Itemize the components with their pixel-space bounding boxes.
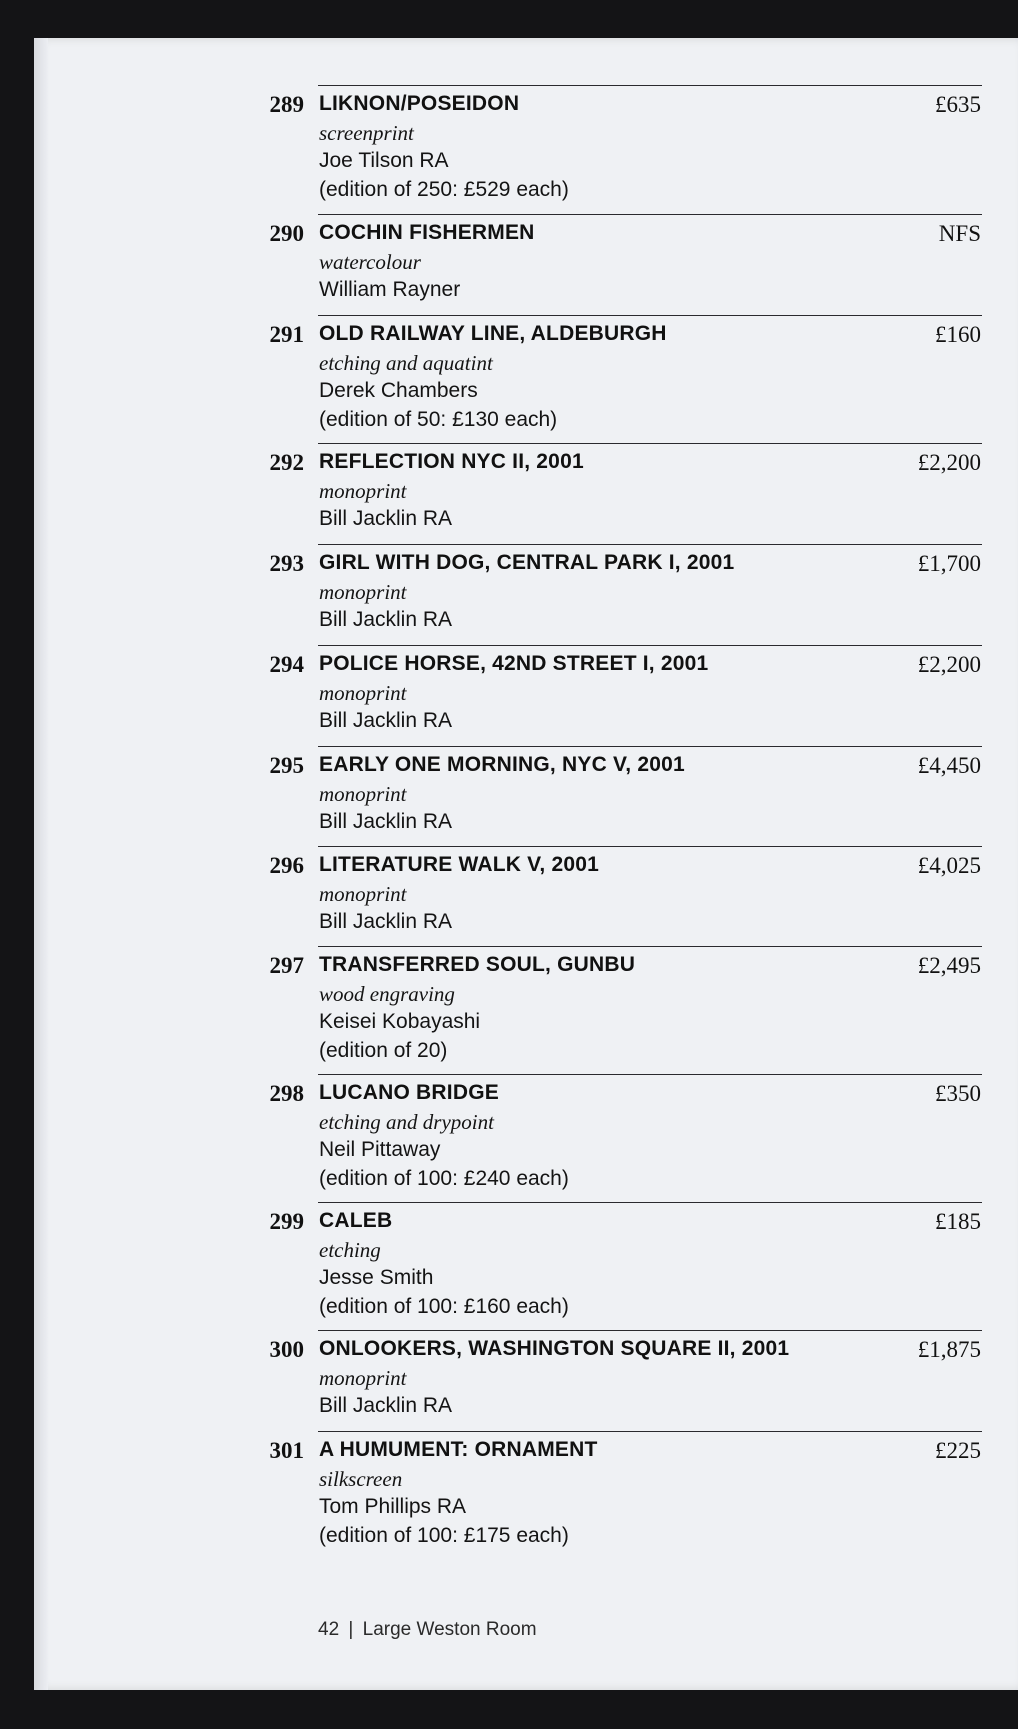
- entry-artist: Neil Pittaway: [319, 1138, 441, 1161]
- entry-number: 293: [269, 551, 304, 576]
- entry-divider: [318, 1074, 982, 1075]
- entry-medium: etching: [319, 1238, 381, 1262]
- entry-price: £635: [935, 92, 981, 117]
- entry-price: £350: [935, 1081, 981, 1106]
- entry-medium: etching and aquatint: [319, 351, 493, 375]
- entry-artist: Derek Chambers: [319, 379, 478, 402]
- entry-edition: (edition of 250: £529 each): [319, 178, 569, 201]
- room-name: Large Weston Room: [362, 1619, 537, 1640]
- entry-medium: silkscreen: [319, 1467, 403, 1491]
- page-edge: [34, 38, 48, 1690]
- entry-price: £4,450: [917, 753, 981, 778]
- entry-number: 289: [269, 92, 304, 117]
- entry-medium: monoprint: [319, 782, 407, 806]
- entry-price: £1,875: [917, 1337, 981, 1362]
- entry-artist: Bill Jacklin RA: [319, 608, 453, 631]
- entry-divider: [318, 544, 982, 545]
- entry-number: 299: [269, 1209, 304, 1234]
- entry-medium: wood engraving: [319, 982, 455, 1006]
- entry-title: LIKNON/POSEIDON: [319, 92, 520, 115]
- entry-medium: screenprint: [319, 121, 414, 145]
- entry-edition: (edition of 100: £160 each): [319, 1295, 569, 1318]
- entry-number: 294: [269, 652, 304, 677]
- entry-divider: [318, 1431, 982, 1432]
- entry-number: 291: [269, 322, 304, 347]
- entry-price: £185: [935, 1209, 981, 1234]
- entry-price: £2,200: [917, 652, 981, 677]
- entry-divider: [318, 645, 982, 646]
- entry-divider: [318, 746, 982, 747]
- entry-title: A HUMUMENT: ORNAMENT: [319, 1438, 598, 1461]
- entry-price: £2,495: [917, 953, 981, 978]
- entry-medium: monoprint: [319, 580, 407, 604]
- entry-price: £2,200: [917, 450, 981, 475]
- entry-medium: watercolour: [319, 250, 421, 274]
- entry-price: £160: [935, 322, 981, 347]
- entry-divider: [318, 214, 982, 215]
- entry-title: REFLECTION NYC II, 2001: [319, 450, 584, 473]
- entry-number: 292: [269, 450, 304, 475]
- entry-number: 298: [269, 1081, 304, 1106]
- entry-divider: [318, 846, 982, 847]
- entry-number: 300: [269, 1337, 304, 1362]
- entry-title: LUCANO BRIDGE: [319, 1081, 499, 1104]
- entry-title: LITERATURE WALK V, 2001: [319, 853, 599, 876]
- entry-price: £225: [935, 1438, 981, 1463]
- entry-title: CALEB: [319, 1209, 393, 1232]
- page-number: 42: [318, 1619, 340, 1640]
- entry-artist: Keisei Kobayashi: [319, 1010, 481, 1033]
- entry-medium: monoprint: [319, 1366, 407, 1390]
- entry-edition: (edition of 100: £175 each): [319, 1524, 569, 1547]
- entry-number: 301: [269, 1438, 304, 1463]
- entry-artist: William Rayner: [319, 278, 461, 301]
- entry-artist: Bill Jacklin RA: [319, 1394, 453, 1417]
- entry-artist: Bill Jacklin RA: [319, 709, 453, 732]
- entry-artist: Bill Jacklin RA: [319, 810, 453, 833]
- entry-divider: [318, 1202, 982, 1203]
- entry-price: £4,025: [917, 853, 981, 878]
- entry-artist: Tom Phillips RA: [319, 1495, 467, 1518]
- entry-title: POLICE HORSE, 42ND STREET I, 2001: [319, 652, 709, 675]
- entry-price: NFS: [938, 221, 981, 246]
- entry-divider: [318, 315, 982, 316]
- entry-divider: [318, 946, 982, 947]
- entry-number: 290: [269, 221, 304, 246]
- entry-artist: Bill Jacklin RA: [319, 910, 453, 933]
- page-footer: [318, 1619, 537, 1641]
- entry-edition: (edition of 20): [319, 1039, 448, 1062]
- entry-title: EARLY ONE MORNING, NYC V, 2001: [319, 753, 685, 776]
- entry-title: TRANSFERRED SOUL, GUNBU: [319, 953, 636, 976]
- entry-title: GIRL WITH DOG, CENTRAL PARK I, 2001: [319, 551, 735, 574]
- entry-divider: [318, 443, 982, 444]
- entry-title: OLD RAILWAY LINE, ALDEBURGH: [319, 322, 667, 345]
- entry-medium: monoprint: [319, 681, 407, 705]
- entry-title: COCHIN FISHERMEN: [319, 221, 535, 244]
- entry-number: 296: [269, 853, 304, 878]
- entry-number: 297: [269, 953, 304, 978]
- entry-price: £1,700: [917, 551, 981, 576]
- entry-number: 295: [269, 753, 304, 778]
- entry-divider: [318, 85, 982, 86]
- footer-separator: |: [348, 1619, 354, 1640]
- entry-divider: [318, 1330, 982, 1331]
- entry-edition: (edition of 50: £130 each): [319, 408, 558, 431]
- entry-artist: Joe Tilson RA: [319, 149, 449, 172]
- entry-edition: (edition of 100: £240 each): [319, 1167, 569, 1190]
- entry-artist: Jesse Smith: [319, 1266, 434, 1289]
- entry-medium: monoprint: [319, 479, 407, 503]
- entry-medium: etching and drypoint: [319, 1110, 494, 1134]
- entry-artist: Bill Jacklin RA: [319, 507, 453, 530]
- entry-medium: monoprint: [319, 882, 407, 906]
- entry-title: ONLOOKERS, WASHINGTON SQUARE II, 2001: [319, 1337, 790, 1360]
